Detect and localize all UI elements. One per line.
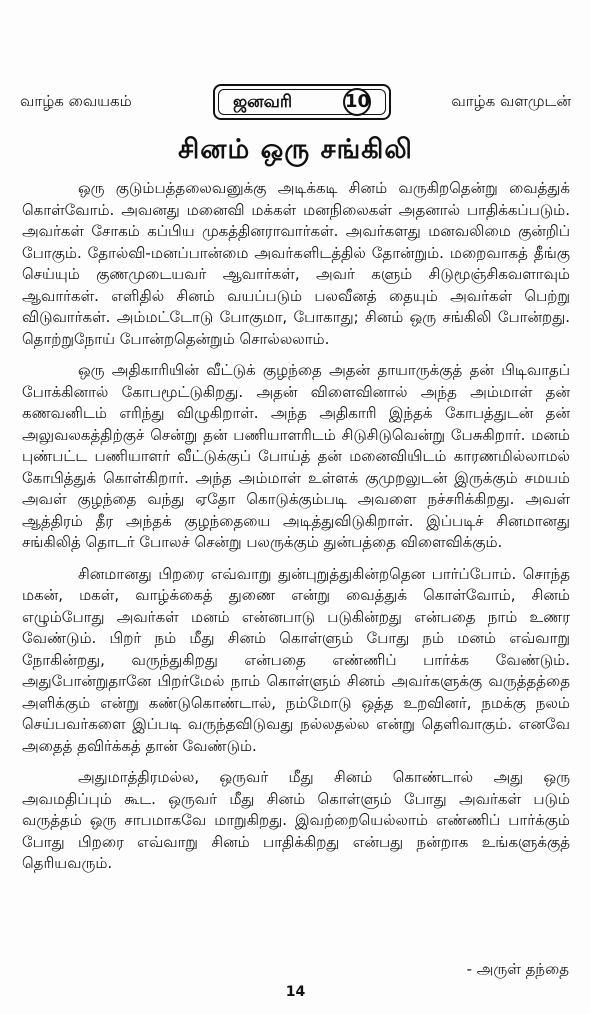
paragraph-2: ஒரு அதிகாரியின் வீட்டுக் குழந்தை அதன் தாயாருக்குத் தன் பிடிவாதப் போக்கினால் கோபமூட்டுகிறது. அதன் விளைவினால் அந்த அம்மாள் தன் கணவனிடம் எரிந்து விழுகிறாள். அந்த அதிகாரி இந்தக் கோபத்துடன் தன் அலுவலகத்திற்குச் சென்று தன் பணியாளரிடம் சிடுசிடுவென்று பேசுகிறார். மனம் புண்பட்ட பணியாளர் வீட்டுக்குப் போய்த் தன் மனைவியிடம் காரணமில்லாமல் கோபித்துக் கொள்கிறார். அந்த அம்மாள் உள்ளக் குமுறலுடன் இருக்கும் சமயம் அவள் குழந்தை வந்து ஏதோ கொடுக்கும்படி அவளை நச்சரிக்கிறது. அவள் ஆத்திரம் தீர அந்தக் குழந்தையை அடித்துவிடுகிறாள். இப்படிச் சினமானது சங்கிலித் தொடர் போலச் சென்று பலருக்கும் துன்பத்தை விளைவிக்கும்.: [22, 361, 570, 551]
paragraph-1: ஒரு குடும்பத்தலைவனுக்கு அடிக்கடி சினம் வருகிறதென்று வைத்துக் கொள்வோம். அவனது மனைவி மக்கள் மனநிலைகள் அதனால் பாதிக்கப்படும். அவர்கள் சோகம் கப்பிய முகத்தினராவார்கள். அவர்களது மனவலிமை குன்றிப் போகும். தோல்வி-மனப்பான்மை அவர்களிடத்தில் தோன்றும். மறைவாகத் தீங்கு செய்யும் குணமுடையவர் ஆவார்கள், அவர் களும் சிடுமூஞ்சிகவளாவும் ஆவார்கள். எளிதில் சினம் வயப்படும் பலவீனத் தையும் அவர்கள் பெற்று விடுவார்கள். அம்மட்டோடு போகுமா, போகாது; சினம் ஒரு சங்கிலி போன்றது. தொற்றுநோய் போன்றதென்றும் சொல்லலாம்.: [22, 179, 570, 348]
paragraph-3: சினமானது பிறரை எவ்வாறு துன்புறுத்துகின்றதென பார்ப்போம். சொந்த மகன், மகள், வாழ்க்கைத் துணை என்று வைத்துக் கொள்வோம், சினம் எழும்போது அவர்கள் மனம் என்னபாடு படுகின்றது என்பதை நாம் உணர வேண்டும். பிறர் நம் மீது சினம் கொள்ளும் போது நம் மனம் எவ்வாறு நோகின்றது, வருந்துகிறது என்பதை எண்ணிப் பார்க்க வேண்டும். அதுபோன்றுதானே பிறர்மேல் நாம் கொள்ளும் சினம் அவர்களுக்கு வருத்தத்தை அளிக்கும் என்று கண்டுகொண்டால், நம்மோடு ஒத்த உறவினர், நமக்கு நலம் செய்பவர்களை இப்படி வருந்தவிடுவது நல்லதல்ல என்று தெளிவாகும். எனவே அதைத் தவிர்க்கத் தான் வேண்டும்.: [22, 564, 571, 755]
month-label: ஜனவரி: [233, 92, 293, 112]
page-title: சினம் ஒரு சங்கிலி: [178, 134, 413, 165]
page-number: 14: [285, 984, 306, 1000]
date-box: [213, 84, 391, 120]
page-header: [14, 84, 577, 124]
author-signature: - அருள் தந்தை: [466, 960, 569, 978]
header-right-text: வாழ்க வளமுடன்: [451, 92, 571, 110]
header-left-text: வாழ்க வையகம்: [20, 92, 132, 110]
day-number: 10: [343, 88, 371, 116]
paragraph-4: அதுமாத்திரமல்ல, ஒருவர் மீது சினம் கொண்டால் அது ஒரு அவமதிப்பும் கூட. ஒருவர் மீது சினம் கொள்ளும் போது அவர்கள் படும் வருத்தம் ஒரு சாபமாகவே மாறுகிறது. இவற்றையெல்லாம் எண்ணிப் பார்க்கும் போது பிறரை எவ்வாறு சினம் பாதிக்கிறது என்பது நன்றாக உங்களுக்குத் தெரியவரும்.: [22, 768, 570, 872]
article-body: [22, 178, 570, 885]
